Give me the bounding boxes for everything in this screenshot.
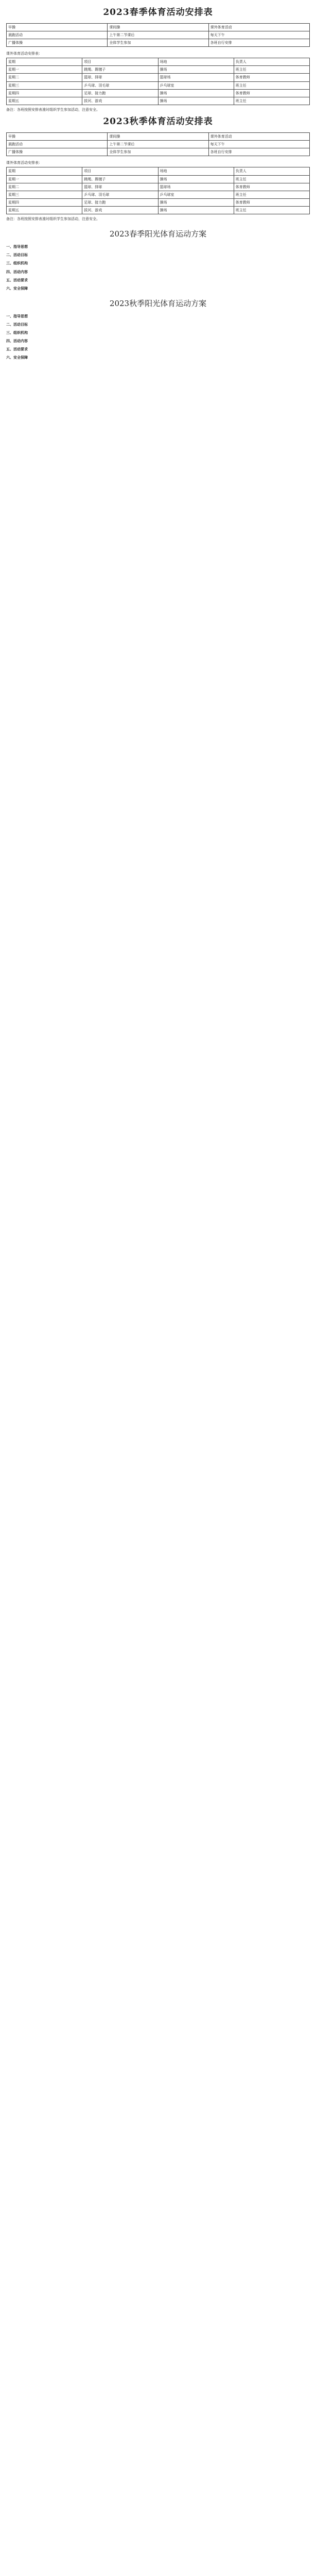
table-cell: 班主任 xyxy=(234,191,309,198)
table-row xyxy=(7,207,310,214)
table-cell: 操场 xyxy=(158,198,234,206)
table-cell: 班主任 xyxy=(234,81,309,89)
table-cell: 早操 xyxy=(7,132,108,140)
weekly-caption: 课外体育活动安排表： xyxy=(6,52,42,56)
table-cell: 操场 xyxy=(158,89,234,97)
table-header: 场地 xyxy=(158,58,234,66)
table-header-row xyxy=(7,167,310,175)
plan-heading: 六、安全保障 xyxy=(6,285,28,291)
plan-heading: 三、组织机构 xyxy=(6,261,28,266)
plan-heading: 三、组织机构 xyxy=(6,330,28,335)
schedule-note: 备注：各班按照安排表准时组织学生参加活动，注意安全。 xyxy=(6,108,100,112)
autumn-weekly-caption: 课外体育活动安排表： xyxy=(6,161,42,165)
table-cell: 操场 xyxy=(158,66,234,74)
table-header: 星期 xyxy=(7,58,82,66)
table-cell: 早操 xyxy=(7,23,108,31)
table-row xyxy=(7,81,310,89)
table-cell: 篮球场 xyxy=(158,74,234,81)
table-header: 负责人 xyxy=(234,167,309,175)
table-cell: 各班自行安排 xyxy=(208,148,309,156)
table-cell: 全体学生参加 xyxy=(108,39,208,46)
table-row xyxy=(7,132,310,140)
table-cell: 晨跑活动 xyxy=(7,31,108,39)
table-cell: 操场 xyxy=(158,207,234,214)
table-cell: 广播体操 xyxy=(7,39,108,46)
table-cell: 星期五 xyxy=(7,97,82,105)
table-cell: 跳绳、踢毽子 xyxy=(82,66,158,74)
table-cell: 跳绳、踢毽子 xyxy=(82,175,158,183)
plan-heading: 四、活动内容 xyxy=(6,269,28,274)
table-row xyxy=(7,175,310,183)
plan-heading: 二、活动目标 xyxy=(6,252,28,258)
table-cell: 班主任 xyxy=(234,175,309,183)
table-header: 项目 xyxy=(82,58,158,66)
table-cell: 班主任 xyxy=(234,207,309,214)
doc-title-spring: 2023春季体育活动安排表 xyxy=(103,7,213,18)
table-cell: 班主任 xyxy=(234,97,309,105)
plan-heading: 五、活动要求 xyxy=(6,277,28,282)
table-cell: 每天下午 xyxy=(208,140,309,148)
table-cell: 乒乓球、羽毛球 xyxy=(82,81,158,89)
table-header: 场地 xyxy=(158,167,234,175)
table-cell: 课间操 xyxy=(108,23,208,31)
table-cell: 课外体育活动 xyxy=(208,23,309,31)
table-cell: 星期一 xyxy=(7,175,82,183)
table-cell: 乒乓球、羽毛球 xyxy=(82,191,158,198)
table-row xyxy=(7,140,310,148)
plan-heading: 六、安全保障 xyxy=(6,355,28,360)
table-cell: 篮球场 xyxy=(158,183,234,191)
table-cell: 广播体操 xyxy=(7,148,108,156)
autumn-schedule-note: 备注：各班按照安排表准时组织学生参加活动，注意安全。 xyxy=(6,217,100,222)
table-row xyxy=(7,148,310,156)
table-cell: 星期三 xyxy=(7,191,82,198)
table-row xyxy=(7,198,310,206)
table-row xyxy=(7,66,310,74)
table-cell: 拔河、游戏 xyxy=(82,207,158,214)
table-cell: 各班自行安排 xyxy=(208,39,309,46)
table-cell: 课外体育活动 xyxy=(208,132,309,140)
table-cell: 晨跑活动 xyxy=(7,140,108,148)
section-title-spring-plan: 2023春季阳光体育运动方案 xyxy=(109,229,207,239)
table-cell: 操场 xyxy=(158,97,234,105)
table-row xyxy=(7,39,310,46)
section-title-autumn-plan: 2023秋季阳光体育运动方案 xyxy=(109,298,207,308)
weekly-table xyxy=(6,58,310,105)
table-cell: 星期五 xyxy=(7,207,82,214)
table-cell: 全体学生参加 xyxy=(108,148,208,156)
table-cell: 体育教师 xyxy=(234,89,309,97)
plan-heading: 五、活动要求 xyxy=(6,347,28,352)
table-row xyxy=(7,97,310,105)
table-cell: 班主任 xyxy=(234,66,309,74)
table-cell: 篮球、排球 xyxy=(82,74,158,81)
plan-heading: 四、活动内容 xyxy=(6,338,28,344)
table-cell: 足球、接力跑 xyxy=(82,89,158,97)
table-cell: 上午第二节课后 xyxy=(108,31,208,39)
plan-heading: 一、指导思想 xyxy=(6,244,28,249)
doc-title-autumn: 2023秋季体育活动安排表 xyxy=(103,116,213,127)
plan-heading: 一、指导思想 xyxy=(6,313,28,318)
table-cell: 足球、接力跑 xyxy=(82,198,158,206)
table-row xyxy=(7,191,310,198)
table-cell: 乒乓球室 xyxy=(158,191,234,198)
table-cell: 星期二 xyxy=(7,74,82,81)
table-cell: 操场 xyxy=(158,175,234,183)
table-cell: 拔河、游戏 xyxy=(82,97,158,105)
autumn-weekly-table xyxy=(6,167,310,214)
autumn-top-table xyxy=(6,132,310,156)
table-header: 星期 xyxy=(7,167,82,175)
table-cell: 星期四 xyxy=(7,89,82,97)
table-cell: 星期一 xyxy=(7,66,82,74)
table-row xyxy=(7,31,310,39)
table-row xyxy=(7,23,310,31)
table-cell: 课间操 xyxy=(108,132,208,140)
table-cell: 星期四 xyxy=(7,198,82,206)
table-header-row xyxy=(7,58,310,66)
table-row xyxy=(7,89,310,97)
table-cell: 体育教师 xyxy=(234,74,309,81)
table-cell: 每天下午 xyxy=(208,31,309,39)
table-header: 负责人 xyxy=(234,58,309,66)
table-cell: 星期二 xyxy=(7,183,82,191)
table-cell: 体育教师 xyxy=(234,198,309,206)
table-row xyxy=(7,74,310,81)
table-row xyxy=(7,183,310,191)
table-cell: 体育教师 xyxy=(234,183,309,191)
table-cell: 星期三 xyxy=(7,81,82,89)
top-schedule-table xyxy=(6,23,310,47)
plan-heading: 二、活动目标 xyxy=(6,321,28,327)
table-header: 项目 xyxy=(82,167,158,175)
table-cell: 上午第二节课后 xyxy=(108,140,208,148)
table-cell: 篮球、排球 xyxy=(82,183,158,191)
table-cell: 乒乓球室 xyxy=(158,81,234,89)
